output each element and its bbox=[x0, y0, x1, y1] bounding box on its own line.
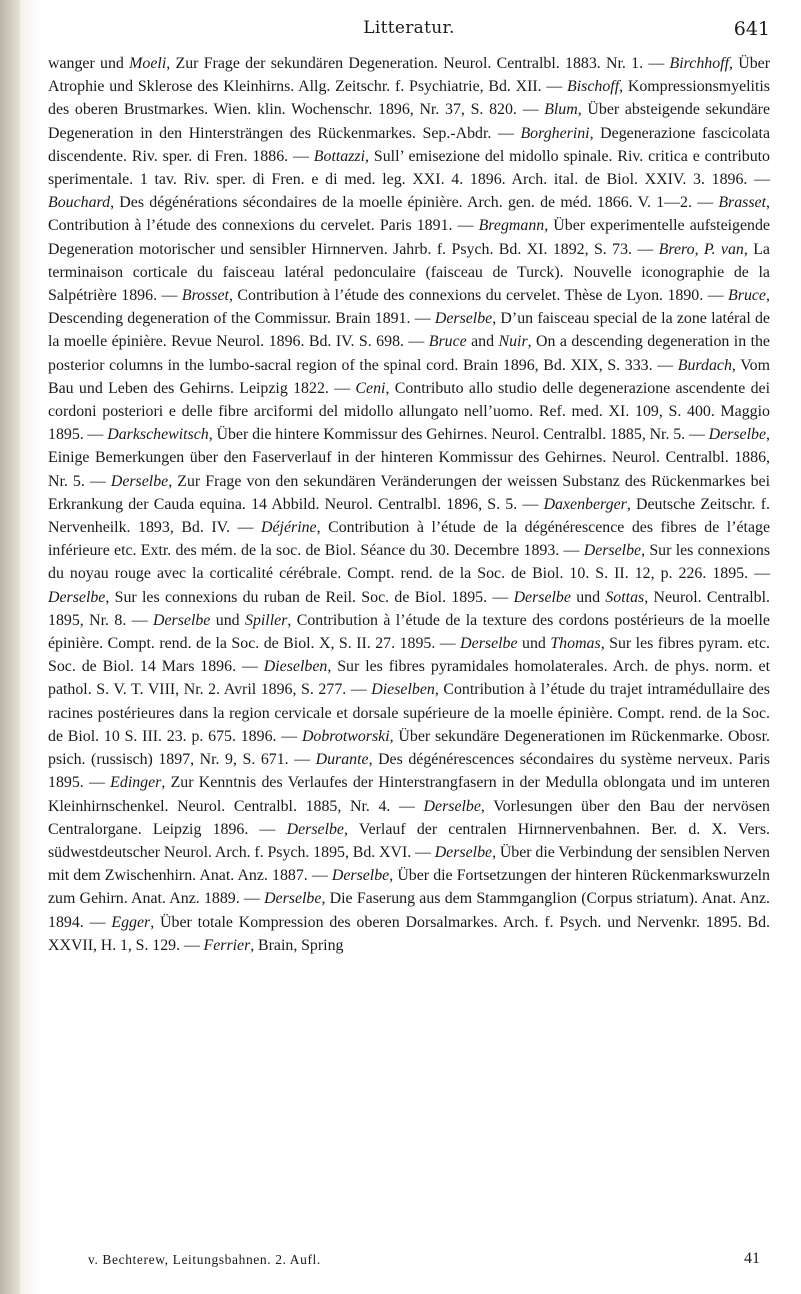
author-name: Bischoff bbox=[567, 78, 620, 96]
author-name: Derselbe bbox=[513, 588, 571, 606]
author-name: Bruce bbox=[728, 287, 766, 305]
citation-text: , Zur Frage der sekundären Degeneration. Neurol. Centralbl. 1883. Nr. 1. — bbox=[166, 55, 670, 72]
citation-text: , Contribution à l’étude des connexions du cervelet. Paris 1891. — bbox=[48, 194, 770, 235]
citation-text: , La terminaison corticale du faisceau latéral pedonculaire (faisceau de Turck). Nouvelle iconographie de la Salpétrière 1896. — bbox=[48, 240, 770, 305]
citation-text: , Kompressionsmyelitis des oberen Brustmarkes. Wien. klin. Wochenschr. 1896, Nr. 37, S. 820. — bbox=[48, 78, 770, 119]
author-name: Derselbe bbox=[434, 310, 493, 328]
author-name: Derselbe bbox=[110, 472, 169, 490]
author-name: Bregmann bbox=[478, 217, 545, 235]
citation-text: , Über totale Kompression des oberen Dorsalmarkes. Arch. f. Psych. und Nervenkr. 1895. Bd. XXVII, H. 1, S. 129. — bbox=[48, 913, 770, 954]
author-name: Nuir bbox=[498, 333, 528, 351]
citation-text: wanger bbox=[48, 55, 95, 72]
citation-text: , Sur les connexions du ruban de Reil. Soc. de Biol. 1895. — bbox=[105, 588, 514, 606]
bibliography-text bbox=[48, 52, 770, 957]
citation-text: , Über absteigende sekundäre Degeneration in den Hintersträngen des Rückenmarkes. Sep.-Abdr. — bbox=[48, 101, 770, 142]
citation-text: , Sur les fibres pyramidales homolaterales. Arch. de phys. norm. et pathol. S. V. T. VIII, Nr. 2. Avril 1896, S. 277. — bbox=[48, 658, 770, 699]
author-name: Brasset bbox=[718, 194, 767, 212]
citation-text: , Neurol. Centralbl. 1895, Nr. 8. — bbox=[48, 588, 770, 629]
author-name: Derselbe bbox=[423, 797, 481, 815]
citation-text: , Sull’ emisezione del midollo spinale. Riv. critica e contributo sperimentale. 1 tav. Riv. sper. di Fren. e di med. leg. XXI. 4. 1896. Arch. ital. de Biol. XXIV. 3. 1896. — bbox=[48, 147, 770, 189]
author-name: Birchhoff bbox=[669, 55, 729, 72]
author-name: Dieselben bbox=[371, 681, 435, 699]
citation-text: , Contributo allo studio delle degenerazione ascendente dei cordoni posteriori e delle fibre arciformi del midollo allungato nell’uomo. Ref. med. XI. 109, S. 400. Maggio 1895. — bbox=[48, 379, 770, 444]
citation-text: and bbox=[466, 333, 499, 351]
citation-text: , Über die hintere Kommissur des Gehirnes. Neurol. Centralbl. 1885, Nr. 5. — bbox=[208, 426, 709, 444]
author-name: Durante bbox=[315, 751, 369, 769]
author-name: Bruce bbox=[428, 333, 467, 351]
citation-text: , Über sekundäre Degenerationen im Rückenmarke. Obosr. psich. (russisch) 1897, Nr. 9, S. 671. — bbox=[48, 727, 770, 769]
author-name: Dobrotworski bbox=[301, 727, 390, 745]
author-name: Derselbe bbox=[708, 426, 767, 444]
citation-text: , Über Atrophie und Sklerose des Kleinhirns. Allg. Zeitschr. f. Psychiatrie, Bd. XII. — bbox=[48, 55, 771, 96]
citation-text: , Contribution à l’étude des connexions du cervelet. Thèse de Lyon. 1890. — bbox=[228, 287, 729, 305]
author-name: Bottazzi bbox=[313, 147, 366, 165]
citation-text: , Über experimentelle aufsteigende Degeneration motorischer und sensibler Hirnnerven. Jahrb. f. Psych. Bd. XI. 1892, S. 73. — bbox=[48, 217, 770, 258]
author-name: Daxenberger bbox=[543, 495, 627, 513]
author-name: Edinger bbox=[110, 774, 162, 792]
author-name: Derselbe bbox=[434, 843, 493, 861]
author-name: Derselbe bbox=[583, 542, 642, 560]
author-name: Derselbe bbox=[331, 867, 390, 885]
footer-book-info: v. Bechterew, Leitungsbahnen. 2. Aufl. bbox=[88, 1252, 321, 1267]
citation-text: , Sur les fibres pyram. etc. Soc. de Biol. 14 Mars 1896. — bbox=[48, 635, 770, 676]
author-name: Ferrier bbox=[203, 936, 251, 954]
citation-text: , Sur les connexions du noyau rouge avec la corticalité cérébrale. Compt. rend. de la Soc. de Biol. 10. S. II. 12, p. 226. 1895. — bbox=[48, 542, 771, 583]
citation-text: und bbox=[94, 55, 130, 72]
citation-text: , Contribution à l’étude de la dégénérescence des fibres de l’étage inférieure etc. Extr. des mém. de la soc. de Biol. Séance du 30. Decembre 1893. — bbox=[48, 519, 771, 560]
citation-text: , Des dégénérescences sécondaires du système nerveux. Paris 1895. — bbox=[48, 751, 770, 792]
author-name: Darkschewitsch bbox=[107, 426, 209, 444]
author-name: Dieselben bbox=[263, 658, 328, 676]
author-name: Bouchard bbox=[48, 194, 111, 212]
citation-text: , Vorlesungen über den Bau der nervösen Centralorgane. Leipzig 1896. — bbox=[48, 797, 770, 838]
citation-text: , Über die Fortsetzungen der hinteren Rückenmarkswurzeln zum Gehirn. Anat. Anz. 1889. — bbox=[48, 867, 770, 908]
citation-text: und bbox=[570, 588, 606, 606]
running-head bbox=[48, 18, 770, 44]
citation-text: , Vom Bau und Leben des Gehirns. Leipzig 1822. — bbox=[48, 356, 770, 397]
citation-text: , Descending degeneration of the Commissur. Brain 1891. — bbox=[48, 287, 770, 328]
citation-text: , Contribution à l’étude du trajet intramédullaire des racines postérieures dans la region cervicale et dorsale supérieure de la moelle épinière. Compt. rend. de la Soc. de Biol. 10 S. III. 23. p. 675. 1896. — bbox=[48, 681, 770, 745]
author-name: Ceni bbox=[355, 379, 386, 397]
author-name: Derselbe bbox=[153, 611, 211, 629]
citation-text: , Zur Frage von den sekundären Veränderungen der weissen Substanz des Rückenmarkes bei Erkrankung der Cauda equina. 14 Abbild. Neurol. Centralbl. 1896, S. 5. — bbox=[48, 472, 770, 513]
author-name: Derselbe bbox=[460, 635, 518, 653]
author-name: Derselbe bbox=[48, 588, 106, 606]
author-name: Spiller bbox=[245, 611, 288, 629]
citation-text: , Zur Kenntnis des Verlaufes der Hinterstrangfasern in der Medulla oblongata und im unteren Kleinhirnschenkel. Neurol. Centralbl. 1885, Nr. 4. — bbox=[48, 774, 770, 815]
author-name: Brero, P. van bbox=[658, 240, 744, 258]
citation-text: , Des dégénérations sécondaires de la moelle épinière. Arch. gen. de méd. 1866. V. 1—2. — bbox=[110, 194, 719, 212]
citation-text: und bbox=[210, 611, 245, 629]
citation-text: , Deutsche Zeitschr. f. Nervenheilk. 1893, Bd. IV. — bbox=[48, 495, 770, 537]
footer bbox=[88, 1250, 770, 1272]
author-name: Borgherini bbox=[520, 124, 590, 142]
citation-text: und bbox=[517, 635, 551, 653]
author-name: Moeli bbox=[129, 55, 167, 72]
author-name: Brosset bbox=[181, 287, 229, 305]
citation-text: , Die Faserung aus dem Stammganglion (Corpus striatum). Anat. Anz. 1894. — bbox=[48, 890, 770, 931]
author-name: Blum bbox=[544, 101, 578, 119]
book-spine-shadow bbox=[0, 0, 20, 1294]
author-name: Sottas bbox=[605, 588, 645, 606]
citation-text: , Degenerazione fascicolata discendente. Riv. sper. di Fren. 1886. — bbox=[48, 124, 770, 165]
citation-text: , Brain, Spring bbox=[250, 936, 344, 954]
citation-text: , D’un faisceau special de la zone latéral de la moelle épinière. Revue Neurol. 1896. Bd. IV. S. 698. — bbox=[48, 310, 770, 351]
citation-text: , Über die Verbindung der sensiblen Nerven mit dem Zwischenhirn. Anat. Anz. 1887. — bbox=[48, 843, 770, 885]
page-title: Litteratur. bbox=[363, 18, 455, 38]
author-name: Derselbe bbox=[264, 890, 322, 908]
author-name: Déjérine bbox=[261, 519, 317, 537]
author-name: Derselbe bbox=[286, 820, 344, 838]
citation-text: , Contribution à l’étude de la texture des cordons postérieurs de la moelle épinière. Compt. rend. de la Soc. de Biol. X, S. II. 27. 1895. — bbox=[48, 611, 770, 653]
page-number: 641 bbox=[733, 18, 770, 40]
citation-text: , Einige Bemerkungen über den Faserverlauf in der hinteren Kommissur des Gehirnes. Neurol. Centralbl. 1886, Nr. 5. — bbox=[48, 426, 770, 490]
bibliography-paragraph bbox=[48, 52, 770, 957]
footer-signature: 41 bbox=[744, 1250, 760, 1267]
author-name: Burdach bbox=[677, 356, 732, 374]
author-name: Egger bbox=[111, 913, 151, 931]
author-name: Thomas bbox=[550, 635, 601, 653]
citation-text: , Verlauf der centralen Hirnnervenbahnen. Ber. d. X. Vers. südwestdeutscher Neurol. Arch. f. Psych. 1895, Bd. XVI. — bbox=[48, 820, 771, 861]
citation-text: , On a descending degeneration in the posterior columns in the lumbo-sacral region of the spinal cord. Brain 1896, Bd. XIX, S. 333. — bbox=[48, 333, 770, 374]
